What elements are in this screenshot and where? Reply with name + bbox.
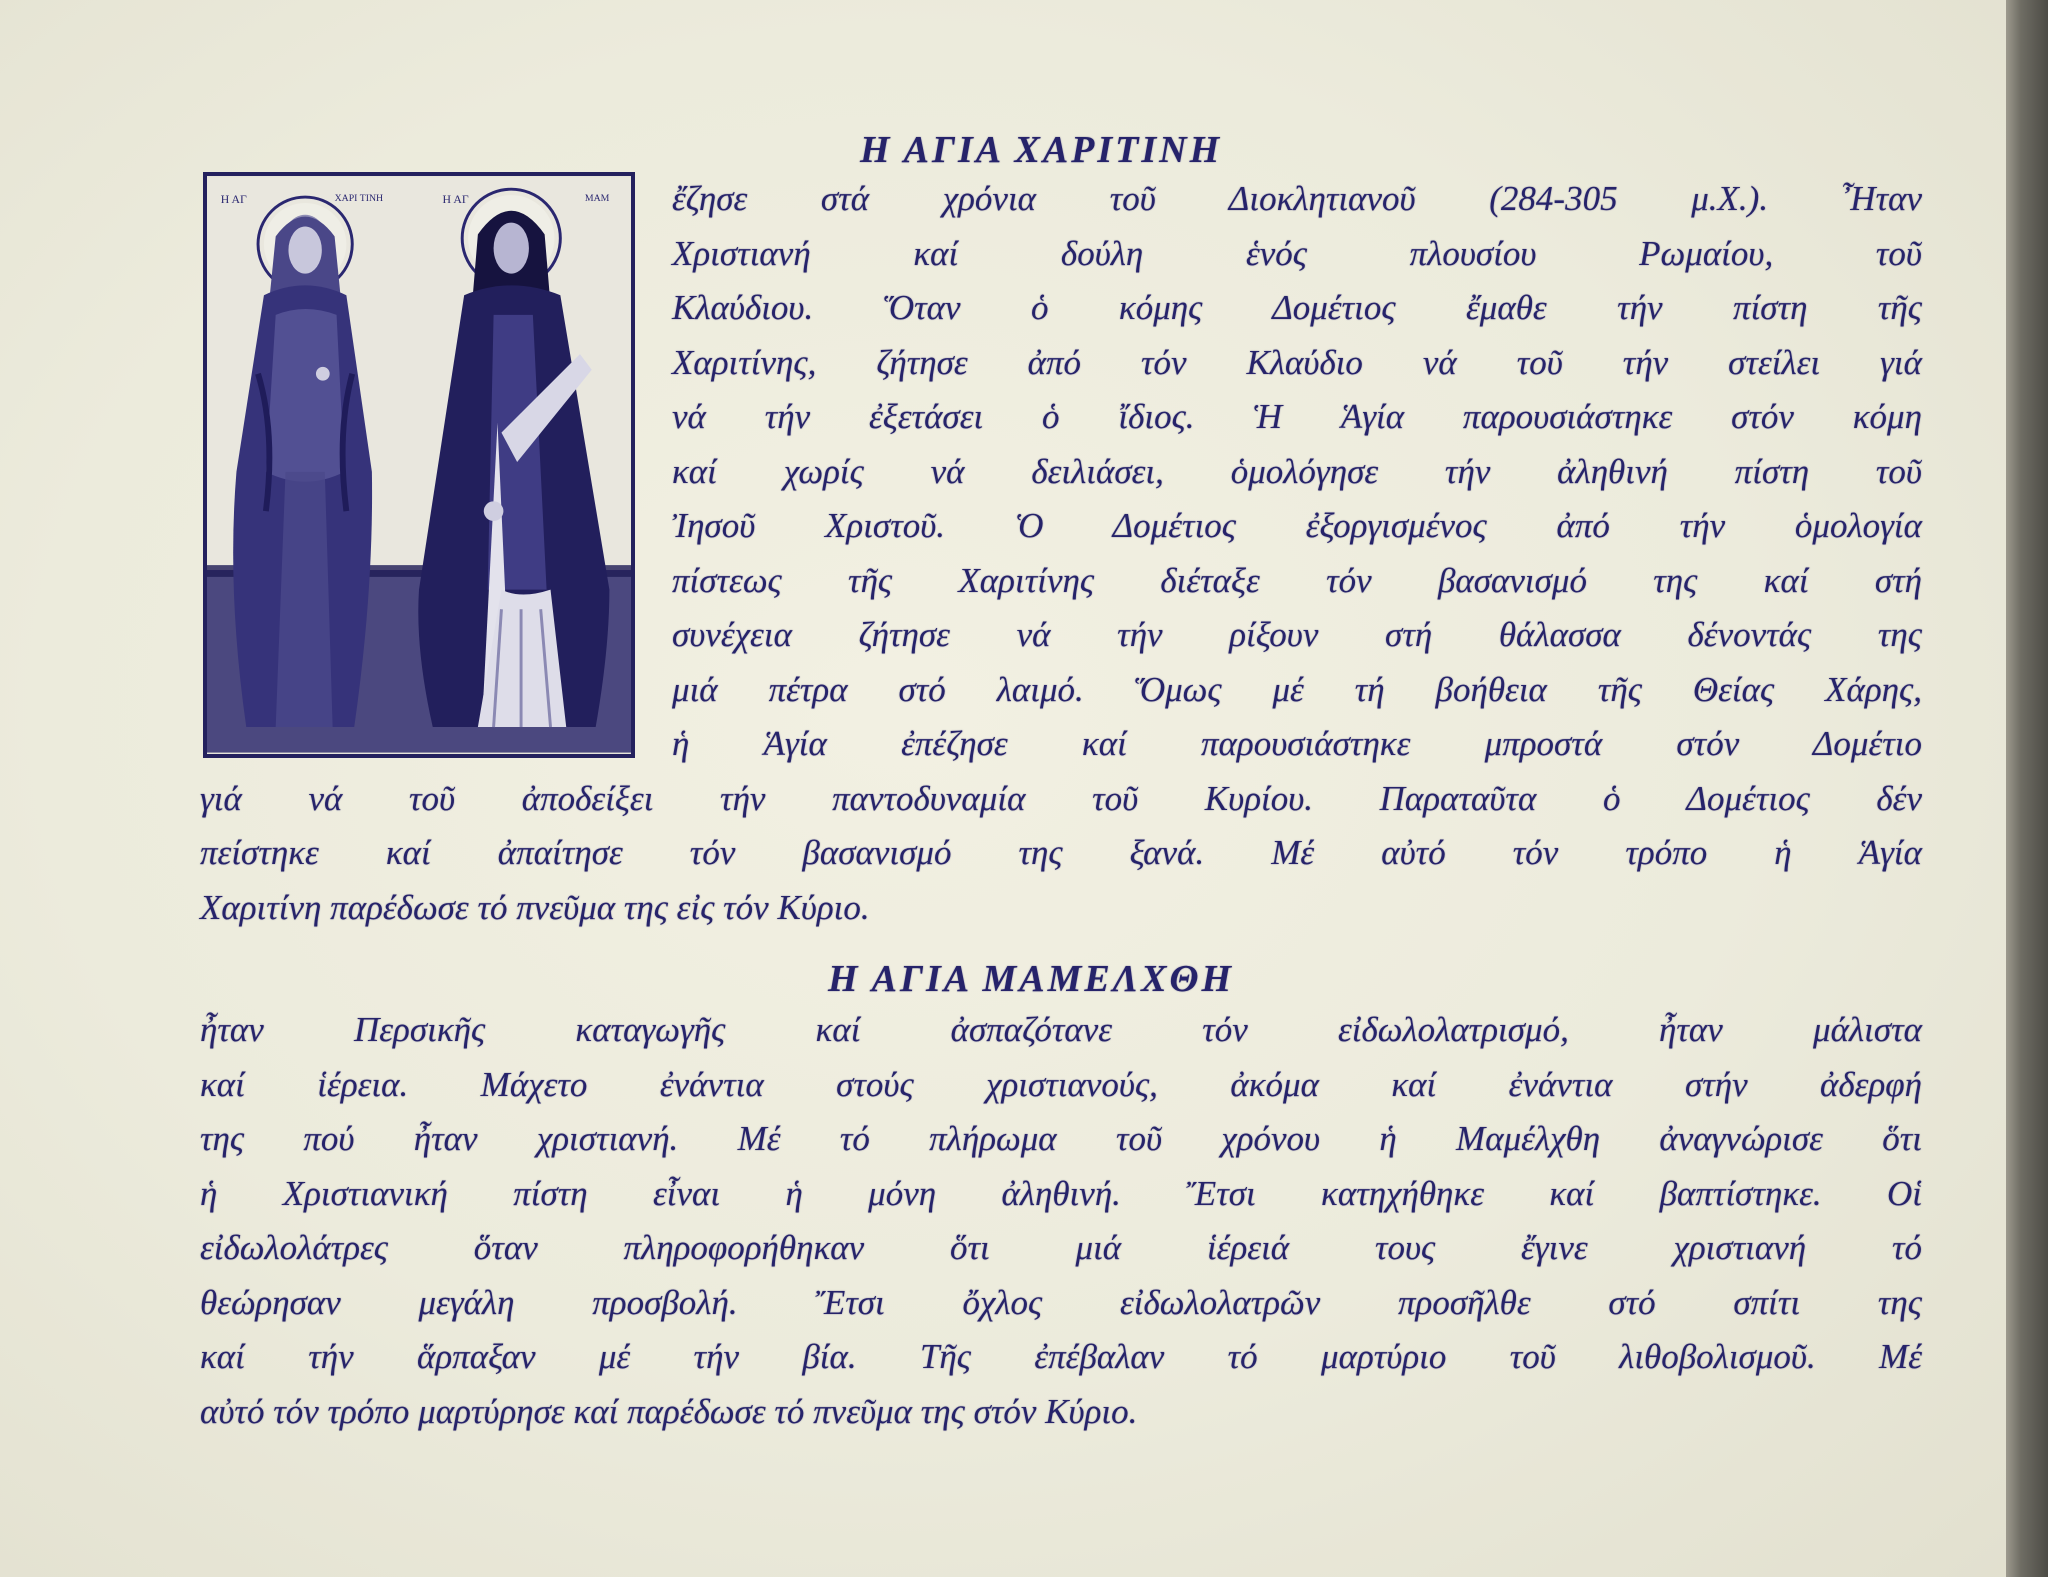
charitini-text-line: μιά πέτρα στό λαιμό. Ὅμως μέ τή βοήθεια τῆς Θείας Χάρης, bbox=[672, 670, 1922, 709]
charitini-text-line: πίστεως τῆς Χαριτίνης διέταξε τόν βασανισμό της καί στή bbox=[672, 561, 1922, 600]
icon-caption-4: ΜΑΜ bbox=[584, 192, 610, 204]
section-title-charitini: Η ΑΓΙΑ ΧΑΡΙΤΙΝΗ bbox=[860, 129, 1223, 171]
charitini-text-line: γιά νά τοῦ ἀποδείξει τήν παντοδυναμία τοῦ Κυρίου. Παραταῦτα ὁ Δομέτιος δέν bbox=[200, 779, 1922, 818]
page-spine-edge bbox=[2006, 0, 2048, 1577]
charitini-text-line: Ἰησοῦ Χριστοῦ. Ὁ Δομέτιος ἐξοργισμένος ἀπό τήν ὁμολογία bbox=[672, 506, 1922, 545]
two-saints-icon bbox=[207, 176, 631, 754]
charitini-text-line: Κλαύδιου. Ὅταν ὁ κόμης Δομέτιος ἔμαθε τήν πίστη τῆς bbox=[672, 288, 1922, 327]
section-title-mamelchthi: Η ΑΓΙΑ ΜΑΜΕΛΧΘΗ bbox=[828, 958, 1234, 1000]
mamelchthi-text-line: ἡ Χριστιανική πίστη εἶναι ἡ μόνη ἀληθινή. Ἔτσι κατηχήθηκε καί βαπτίστηκε. Οἱ bbox=[200, 1174, 1922, 1213]
icon-caption-3: Η ΑΓ bbox=[442, 192, 469, 206]
mamelchthi-text-line: της πού ἦταν χριστιανή. Μέ τό πλήρωμα τοῦ χρόνου ἡ Μαμέλχθη ἀναγνώρισε ὅτι bbox=[200, 1119, 1922, 1158]
charitini-text-line: καί χωρίς νά δειλιάσει, ὁμολόγησε τήν ἀληθινή πίστη τοῦ bbox=[672, 452, 1922, 491]
icon-caption-1: Η ΑΓ bbox=[220, 192, 247, 206]
charitini-text-line: συνέχεια ζήτησε νά τήν ρίξουν στή θάλασσα δένοντάς της bbox=[672, 615, 1922, 654]
mamelchthi-text-line: αὐτό τόν τρόπο μαρτύρησε καί παρέδωσε τό πνεῦμα της στόν Κύριο. bbox=[200, 1392, 1138, 1431]
charitini-text-line: ἡ Ἁγία ἐπέζησε καί παρουσιάστηκε μπροστά στόν Δομέτιο bbox=[672, 724, 1922, 763]
charitini-text-line: νά τήν ἐξετάσει ὁ ἴδιος. Ἡ Ἁγία παρουσιάστηκε στόν κόμη bbox=[672, 397, 1922, 436]
mamelchthi-text-line: εἰδωλολάτρες ὅταν πληροφορήθηκαν ὅτι μιά ἱέρειά τους ἔγινε χριστιανή τό bbox=[200, 1228, 1922, 1267]
mamelchthi-text-line: θεώρησαν μεγάλη προσβολή. Ἔτσι ὄχλος εἰδωλολατρῶν προσῆλθε στό σπίτι της bbox=[200, 1283, 1922, 1322]
saints-icon-image bbox=[203, 172, 635, 758]
mamelchthi-text-line: καί ἱέρεια. Μάχετο ἐνάντια στούς χριστιανούς, ἀκόμα καί ἐνάντια στήν ἀδερφή bbox=[200, 1065, 1922, 1104]
charitini-text-line: Χαριτίνη παρέδωσε τό πνεῦμα της εἰς τόν Κύριο. bbox=[200, 888, 870, 927]
mamelchthi-text-line: ἦταν Περσικῆς καταγωγῆς καί ἀσπαζότανε τόν εἰδωλολατρισμό, ἦταν μάλιστα bbox=[200, 1010, 1922, 1049]
charitini-text-line: πείστηκε καί ἀπαίτησε τόν βασανισμό της ξανά. Μέ αὐτό τόν τρόπο ἡ Ἁγία bbox=[200, 833, 1922, 872]
charitini-text-line: ἔζησε στά χρόνια τοῦ Διοκλητιανοῦ (284-305 μ.Χ.). Ἦταν bbox=[672, 179, 1922, 218]
icon-caption-2: ΧΑΡΙ ΤΙΝΗ bbox=[334, 192, 384, 204]
charitini-text-line: Χριστιανή καί δούλη ἑνός πλουσίου Ρωμαίου, τοῦ bbox=[672, 234, 1922, 273]
charitini-text-line: Χαριτίνης, ζήτησε ἀπό τόν Κλαύδιο νά τοῦ τήν στείλει γιά bbox=[672, 343, 1922, 382]
mamelchthi-text-line: καί τήν ἅρπαξαν μέ τήν βία. Τῆς ἐπέβαλαν τό μαρτύριο τοῦ λιθοβολισμοῦ. Μέ bbox=[200, 1337, 1922, 1376]
